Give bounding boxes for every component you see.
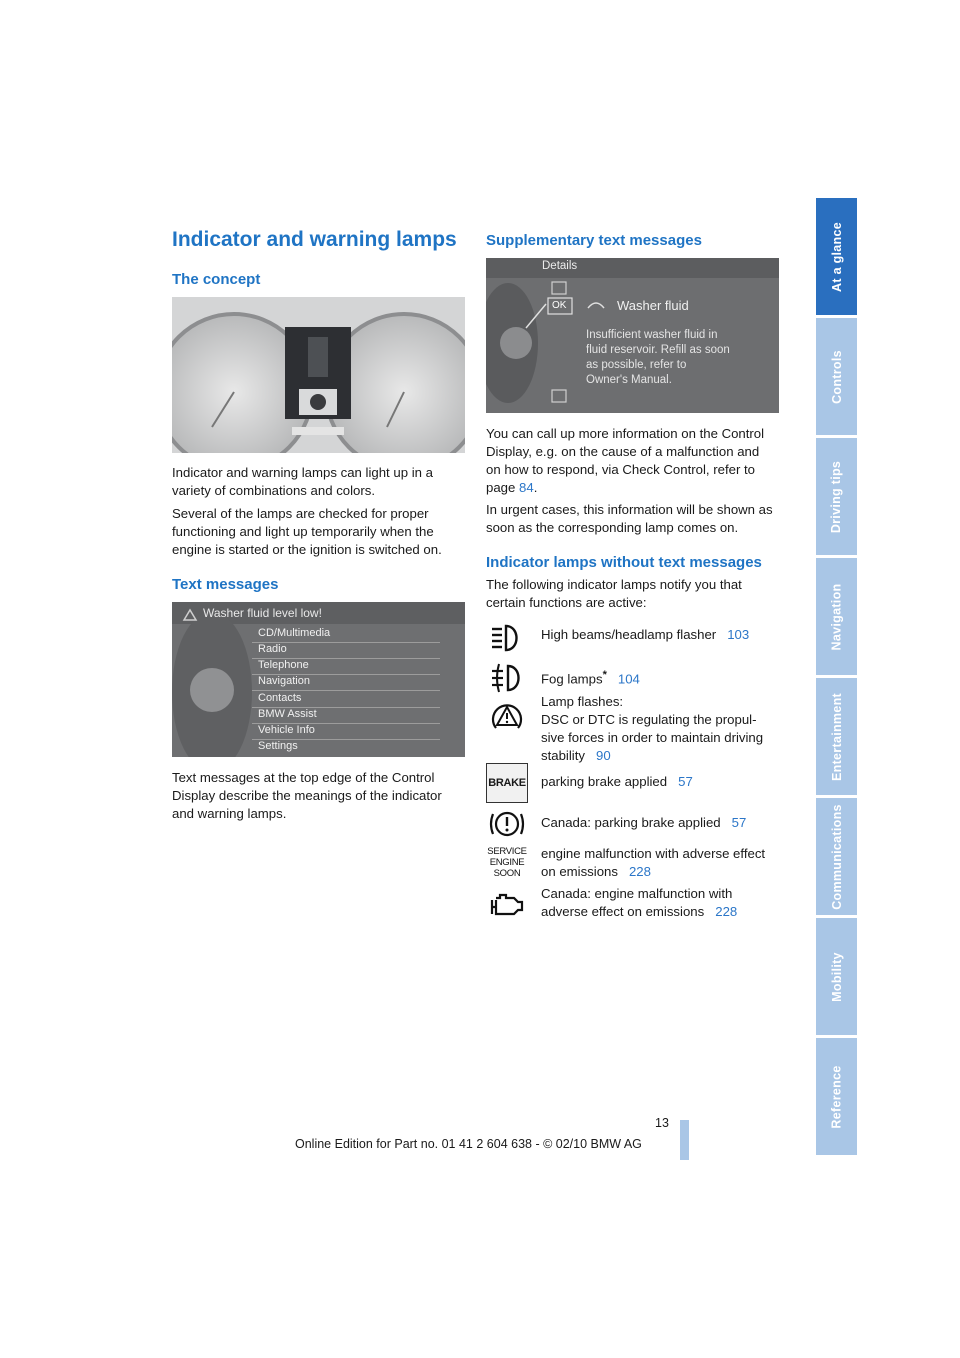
tab-mobility[interactable]: Mobility xyxy=(816,918,857,1035)
dsc-warning-icon xyxy=(486,698,528,738)
text-messages-paragraph: Text messages at the top edge of the Control Display describe the meanings of the indicator and warning lamps. xyxy=(172,770,442,821)
page-link-228[interactable]: 228 xyxy=(628,864,651,879)
menu-item-vehicle-info[interactable]: Vehicle Info xyxy=(258,724,315,736)
supp-line-page: page 84. xyxy=(486,480,538,495)
indicator-label: Canada: parking brake applied xyxy=(541,815,721,830)
instrument-cluster-image xyxy=(172,297,465,453)
icon-text: ENGINE xyxy=(489,857,525,868)
menu-item-cd-multimedia[interactable]: CD/Multimedia xyxy=(258,627,331,639)
high-beam-icon xyxy=(486,618,528,658)
option-star: * xyxy=(602,669,607,681)
page-link-90[interactable]: 90 xyxy=(595,748,611,763)
icon-text: SOON xyxy=(493,868,521,879)
indicator-parking-brake xyxy=(541,773,781,791)
tab-navigation[interactable]: Navigation xyxy=(816,558,857,675)
indicator-label: sive forces in order to maintain driving xyxy=(541,730,764,745)
concept-paragraph-1: Indicator and warning lamps can light up in a variety of combinations and colors. xyxy=(172,465,433,498)
supplementary-paragraph-2: In urgent cases, this information will be shown as soon as the corresponding lamp comes on. xyxy=(486,502,773,535)
page-link-228[interactable]: 228 xyxy=(715,904,738,919)
edition-text: Online Edition for Part no. 01 41 2 604 638 - © 02/10 BMW AG xyxy=(295,1137,642,1151)
footer-bar xyxy=(680,1120,689,1160)
indicator-label: adverse effect on emissions xyxy=(541,904,705,919)
indicator-lamps-heading: Indicator lamps without text messages xyxy=(486,554,762,571)
indicator-label: DSC or DTC is regulating the propul- xyxy=(541,712,757,727)
menu-item-bmw-assist[interactable]: BMW Assist xyxy=(258,708,317,720)
supp-line: Display, e.g. on the cause of a malfunction and xyxy=(486,444,760,459)
page-title: Indicator and warning lamps xyxy=(172,228,457,251)
indicator-high-beams xyxy=(541,626,781,644)
indicator-label: stability xyxy=(541,748,585,763)
indicator-canada-engine-malfunction xyxy=(541,885,781,921)
canada-brake-icon xyxy=(486,804,528,844)
page-ref-prefix: page xyxy=(486,480,516,495)
washer-fluid-message xyxy=(586,328,730,388)
service-engine-soon-icon xyxy=(486,846,528,879)
indicator-label: High beams/headlamp flasher xyxy=(541,627,717,642)
indicator-label: on emissions xyxy=(541,864,618,879)
page-number: 13 xyxy=(655,1116,669,1130)
indicator-label: Fog lamps xyxy=(541,671,603,687)
fog-lamp-icon xyxy=(486,658,528,698)
page-link-104[interactable]: 104 xyxy=(617,671,640,687)
control-display-menu-image xyxy=(172,602,465,757)
indicator-label: Lamp flashes: xyxy=(541,694,624,709)
menu-item-settings[interactable]: Settings xyxy=(258,740,298,752)
menu-item-contacts[interactable]: Contacts xyxy=(258,692,302,704)
menu-item-radio[interactable]: Radio xyxy=(258,643,287,655)
brake-icon: BRAKE xyxy=(486,763,528,803)
menu-header-text: Washer fluid level low! xyxy=(203,606,322,620)
indicator-engine-malfunction xyxy=(541,845,781,881)
concept-paragraph-2: Several of the lamps are checked for proper functioning and light up temporarily when the engine is started or the ignition is switched on. xyxy=(172,506,442,557)
supplementary-paragraph-1 xyxy=(486,425,781,497)
washer-message-line: fluid reservoir. Refill as soon xyxy=(586,344,730,356)
washer-message-line: as possible, refer to xyxy=(586,359,687,371)
text-messages-heading: Text messages xyxy=(172,576,279,593)
engine-icon xyxy=(486,886,528,926)
indicator-label: engine malfunction with adverse effect xyxy=(541,846,766,861)
tab-driving-tips[interactable]: Driving tips xyxy=(816,438,857,555)
washer-message-line: Insufficient washer fluid in xyxy=(586,329,718,341)
supp-line: on how to respond, via Check Control, refer to xyxy=(486,462,756,477)
indicator-intro: The following indicator lamps notify you that certain functions are active: xyxy=(486,577,742,610)
indicator-dsc xyxy=(541,693,781,765)
page-link-103[interactable]: 103 xyxy=(727,627,750,642)
washer-message-line: Owner's Manual. xyxy=(586,374,672,386)
tab-at-a-glance[interactable]: At a glance xyxy=(816,198,857,315)
icon-text: SERVICE xyxy=(487,846,527,857)
indicator-label: Canada: engine malfunction with xyxy=(541,886,733,901)
details-label: Details xyxy=(542,260,578,272)
page-link-57[interactable]: 57 xyxy=(731,815,747,830)
supp-line: You can call up more information on the Control xyxy=(486,426,765,441)
tab-communications[interactable]: Communications xyxy=(816,798,857,915)
menu-item-telephone[interactable]: Telephone xyxy=(258,659,309,671)
supplementary-heading: Supplementary text messages xyxy=(486,232,702,249)
concept-heading: The concept xyxy=(172,271,261,288)
tab-entertainment[interactable]: Entertainment xyxy=(816,678,857,795)
page-link-57[interactable]: 57 xyxy=(678,774,693,789)
indicator-canada-parking-brake xyxy=(541,814,781,832)
indicator-fog-lamps xyxy=(541,666,781,688)
control-display-graphic xyxy=(172,602,465,757)
instrument-cluster-graphic xyxy=(172,297,465,453)
menu-divider xyxy=(252,690,440,691)
chapter-tabs xyxy=(816,198,857,1160)
washer-fluid-title: Washer fluid xyxy=(617,298,689,313)
page-link-84[interactable]: 84 xyxy=(519,480,534,495)
menu-item-navigation[interactable]: Navigation xyxy=(258,675,310,687)
tab-reference[interactable]: Reference xyxy=(816,1038,857,1155)
indicator-label: parking brake applied xyxy=(541,774,668,789)
ok-button[interactable]: OK xyxy=(552,300,567,311)
tab-controls[interactable]: Controls xyxy=(816,318,857,435)
